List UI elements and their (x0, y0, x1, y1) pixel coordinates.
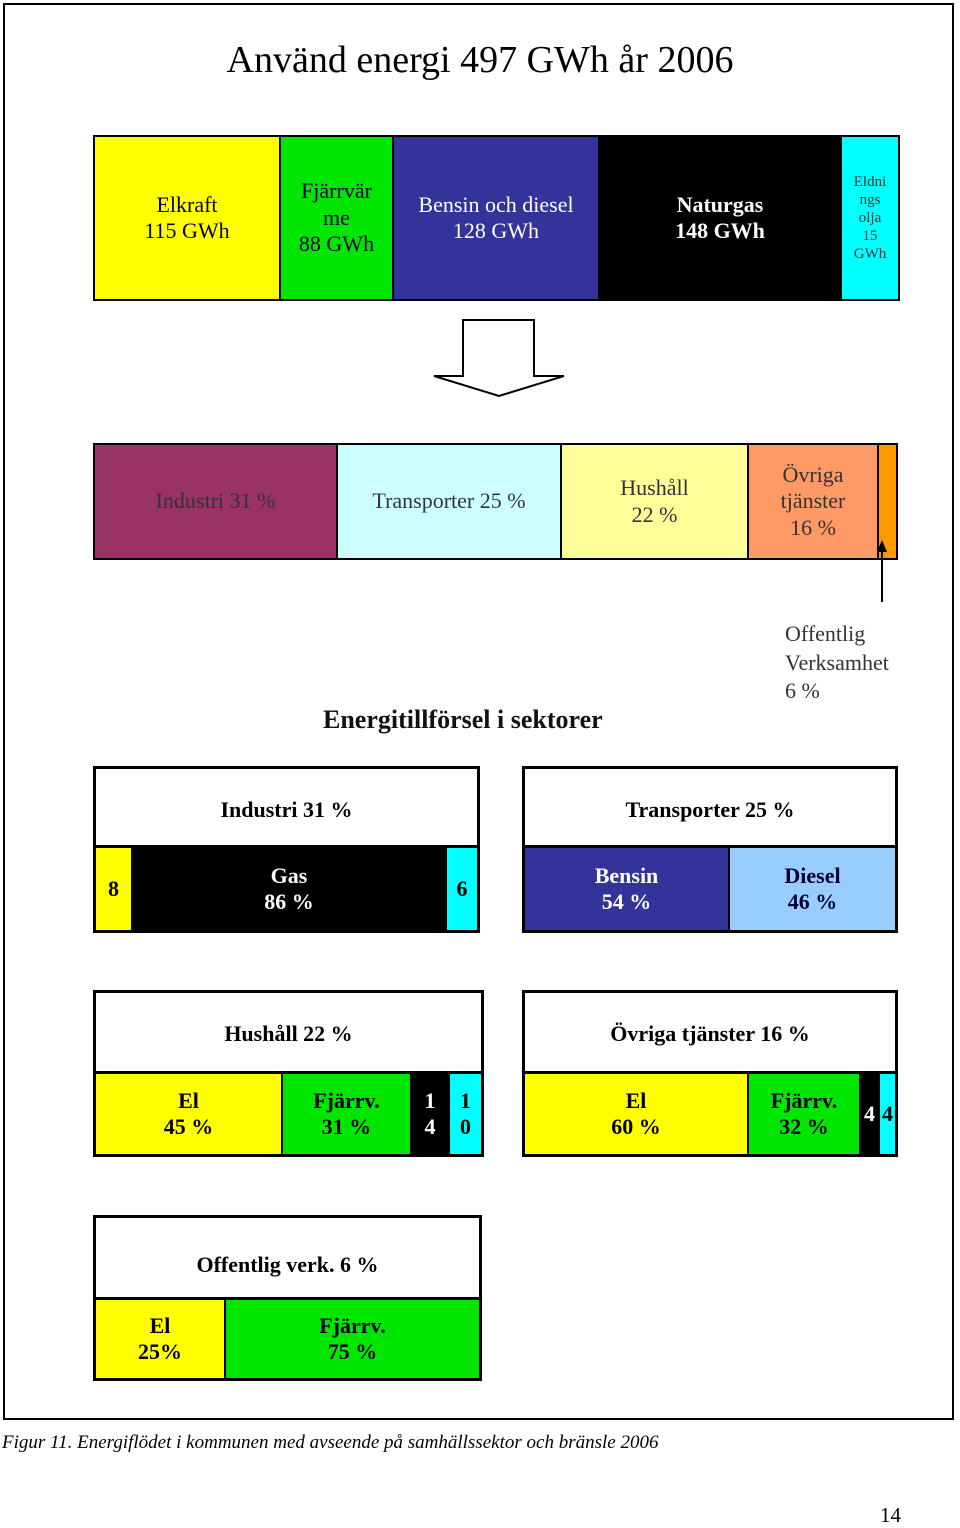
industri-box (93, 766, 480, 933)
page-title: Använd energi 497 GWh år 2006 (226, 39, 734, 81)
supply-bensin-diesel (394, 137, 600, 299)
sector-bar (93, 443, 898, 560)
transporter-title: Transporter 25 % (625, 797, 795, 822)
part-label: 4 (882, 1100, 893, 1126)
supply-eldningsolja (842, 137, 898, 299)
part-label: El 60 % (611, 1087, 661, 1139)
offentlig-el (96, 1300, 226, 1378)
hushall-title: Hushåll 22 % (224, 1021, 353, 1046)
hushall-other-2 (450, 1074, 481, 1154)
sector-industri (95, 445, 338, 558)
up-arrow-icon (870, 540, 894, 604)
supply-elkraft (95, 137, 281, 299)
supply-bar (93, 135, 900, 301)
offentlig-row (96, 1297, 479, 1378)
part-label: 4 (864, 1100, 875, 1126)
transporter-diesel (730, 848, 895, 930)
page-number: 14 (880, 1503, 901, 1527)
hushall-other-1 (412, 1074, 450, 1154)
figure-caption: Figur 11. Energiflödet i kommunen med avseende på samhällssektor och bränsle 2006 (2, 1432, 659, 1453)
part-label: 1 0 (460, 1087, 471, 1139)
supply-fjarrvarme (281, 137, 394, 299)
down-arrow-icon (430, 318, 570, 398)
part-label: 8 (108, 875, 119, 901)
part-label: Bensin 54 % (594, 862, 659, 914)
part-label: Fjärrv. 31 % (313, 1087, 380, 1139)
part-label: El 45 % (163, 1087, 214, 1139)
offentlig-box (93, 1215, 482, 1381)
offentlig-note: Offentlig Verksamhet 6 % (785, 621, 889, 704)
ovriga-box (522, 990, 898, 1157)
supply-naturgas (600, 137, 842, 299)
transporter-row (525, 845, 895, 930)
supply-label: Elkraft 115 GWh (144, 191, 230, 243)
sector-label: Hushåll 22 % (620, 475, 689, 527)
transporter-box (522, 766, 898, 933)
part-label: Fjärrv. 32 % (770, 1087, 838, 1139)
supply-label: Fjärrvär me 88 GWh (298, 178, 375, 257)
industri-title: Industri 31 % (220, 797, 353, 822)
part-label: 1 4 (424, 1087, 436, 1139)
part-label: 6 (456, 875, 468, 901)
part-label: Gas 86 % (264, 862, 314, 914)
sector-label: Transporter 25 % (372, 488, 526, 514)
supply-label: Bensin och diesel 128 GWh (418, 191, 574, 243)
industri-gas (133, 848, 447, 930)
supply-label: Eldni ngs olja 15 GWh (853, 174, 887, 262)
offentlig-title: Offentlig verk. 6 % (196, 1252, 379, 1277)
supply-label: Naturgas 148 GWh (675, 191, 765, 243)
industri-other-olja (447, 848, 477, 930)
sector-ovriga (749, 445, 879, 558)
hushall-row (96, 1071, 481, 1154)
ovriga-el (525, 1074, 749, 1154)
offentlig-fjarrv (226, 1300, 479, 1378)
hushall-box (93, 990, 484, 1157)
ovriga-other-2 (880, 1074, 895, 1154)
part-label: Diesel 46 % (784, 862, 841, 914)
hushall-fjarrv (283, 1074, 412, 1154)
ovriga-row (525, 1071, 895, 1154)
sector-hushall (562, 445, 749, 558)
part-label: El 25% (138, 1312, 182, 1364)
ovriga-other-1 (861, 1074, 880, 1154)
ovriga-title: Övriga tjänster 16 % (610, 1021, 810, 1046)
sector-label: Industri 31 % (155, 488, 276, 514)
hushall-el (96, 1074, 283, 1154)
sector-heading: Energitillförsel i sektorer (323, 705, 603, 734)
industri-other-el (96, 848, 133, 930)
sector-label: Övriga tjänster 16 % (780, 461, 846, 540)
sector-transporter (338, 445, 562, 558)
part-label: Fjärrv. 75 % (319, 1312, 386, 1364)
industri-row (96, 845, 477, 930)
ovriga-fjarrv (749, 1074, 861, 1154)
transporter-bensin (525, 848, 730, 930)
